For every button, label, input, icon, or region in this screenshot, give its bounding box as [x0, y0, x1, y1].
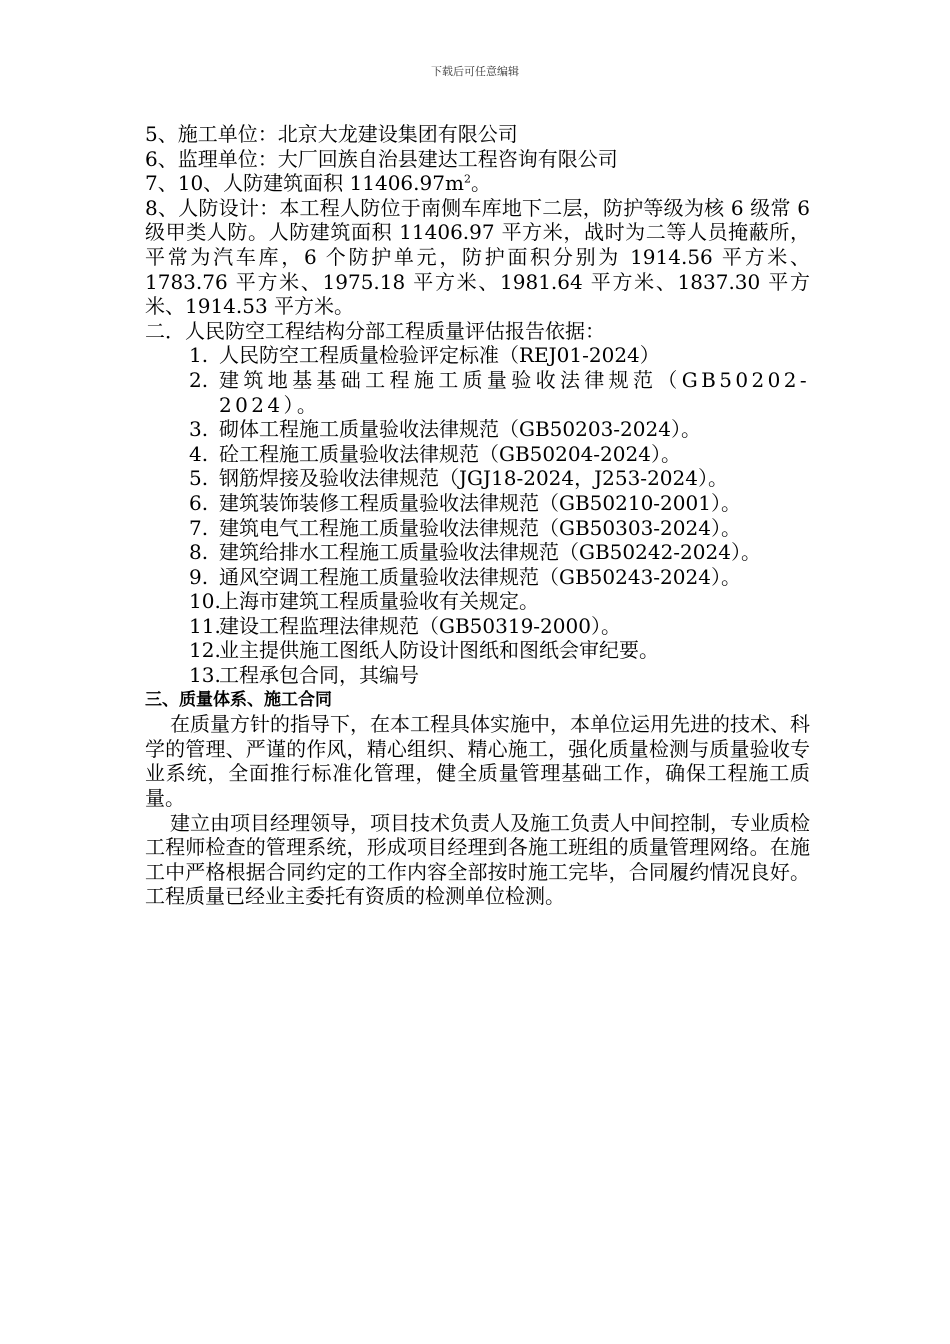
list-item-number: 9.: [189, 564, 209, 589]
list-item-text: 通风空调工程施工质量验收法律规范（GB50243-2024）。: [219, 564, 741, 589]
info-line-supervision-unit: 6、监理单位：大厂回族自治县建达工程咨询有限公司: [145, 146, 618, 171]
document-body: [145, 122, 810, 909]
list-item-number: 5.: [189, 466, 209, 491]
list-item: [145, 442, 810, 467]
area-unit-superscript: 2: [463, 172, 471, 186]
list-item-text: 砌体工程施工质量验收法律规范（GB50203-2024）。: [219, 417, 701, 442]
list-item-text: 业主提供施工图纸人防设计图纸和图纸会审纪要。: [219, 638, 659, 663]
info-line-construction-unit: 5、施工单位：北京大龙建设集团有限公司: [145, 122, 518, 146]
list-item: [145, 417, 810, 442]
list-item-number: 6.: [189, 490, 209, 515]
page-header: 下载后可任意编辑: [431, 65, 519, 78]
list-item-number: 11.: [189, 613, 221, 638]
list-item-text: 建筑电气工程施工质量验收法律规范（GB50303-2024）。: [219, 515, 741, 540]
info-paragraph-civil-defense-design: 8、人防设计：本工程人防位于南侧车库地下二层，防护等级为核 6 级常 6 级甲类人防。人防建筑面积 11406.97 平方米，战时为二等人员掩蔽所，平常为汽车库，6 个防护单元，防护面积分别为 1914.56 平方米、1783.76 平方米、1975.18 平方米、1981.64 平方米、1837.30 平方米、1914.53 平方米。: [145, 195, 810, 319]
list-item-text: 砼工程施工质量验收法律规范（GB50204-2024）。: [219, 441, 681, 466]
list-item: [145, 540, 810, 565]
list-item-text: 钢筋焊接及验收法律规范（JGJ18-2024，J253-2024）。: [219, 466, 728, 491]
section-3-paragraph-1: 在质量方针的指导下，在本工程具体实施中，本单位运用先进的技术、科学的管理、严谨的作风，精心组织、精心施工，强化质量检测与质量验收专业系统，全面推行标准化管理，健全质量管理基础工作，确保工程施工质量。: [145, 712, 810, 811]
section-3-paragraph-2: 建立由项目经理领导，项目技术负责人及施工负责人中间控制，专业质检工程师检查的管理系统，形成项目经理到各施工班组的质量管理网络。在施工中严格根据合同约定的工作内容全部按时施工完毕，合同履约情况良好。工程质量已经业主委托有资质的检测单位检测。: [145, 810, 810, 909]
list-item-number: 7.: [189, 515, 209, 540]
list-item: [145, 466, 810, 491]
section-3-title: 三、质量体系、施工合同: [145, 689, 332, 710]
list-item-number: 10.: [189, 589, 221, 614]
section-2-title: 二．人民防空工程结构分部工程质量评估报告依据：: [145, 318, 605, 343]
info-line-civil-defense-area: [145, 171, 810, 196]
list-item-text: 建筑地基基础工程施工质量验收法律规范（GB50202-2024）。: [219, 367, 810, 417]
reference-list: [145, 343, 810, 687]
list-item-text: 建设工程监理法律规范（GB50319-2000）。: [219, 613, 621, 638]
list-item-number: 8.: [189, 540, 209, 565]
list-item: [145, 491, 810, 516]
list-item: [145, 638, 810, 663]
list-item: [145, 663, 810, 688]
list-item: [145, 368, 810, 417]
list-item-number: 1.: [189, 343, 209, 368]
list-item: [145, 614, 810, 639]
list-item-text: 建筑装饰装修工程质量验收法律规范（GB50210-2001）。: [219, 490, 741, 515]
list-item: [145, 516, 810, 541]
area-text-end: 。: [470, 171, 491, 196]
list-item: [145, 565, 810, 590]
list-item-number: 13.: [189, 663, 221, 688]
list-item-number: 3.: [189, 417, 209, 442]
list-item-text: 建筑给排水工程施工质量验收法律规范（GB50242-2024）。: [219, 540, 761, 565]
list-item-text: 工程承包合同，其编号: [219, 663, 419, 688]
list-item-text: 上海市建筑工程质量验收有关规定。: [219, 589, 539, 614]
area-text: 7、10、人防建筑面积 11406.97m: [145, 171, 464, 196]
list-item: [145, 589, 810, 614]
list-item-text: 人民防空工程质量检验评定标准（REJ01-2024）: [219, 343, 660, 368]
list-item: [145, 343, 810, 368]
list-item-number: 12.: [189, 638, 221, 663]
list-item-number: 2.: [189, 367, 209, 392]
list-item-number: 4.: [189, 441, 209, 466]
